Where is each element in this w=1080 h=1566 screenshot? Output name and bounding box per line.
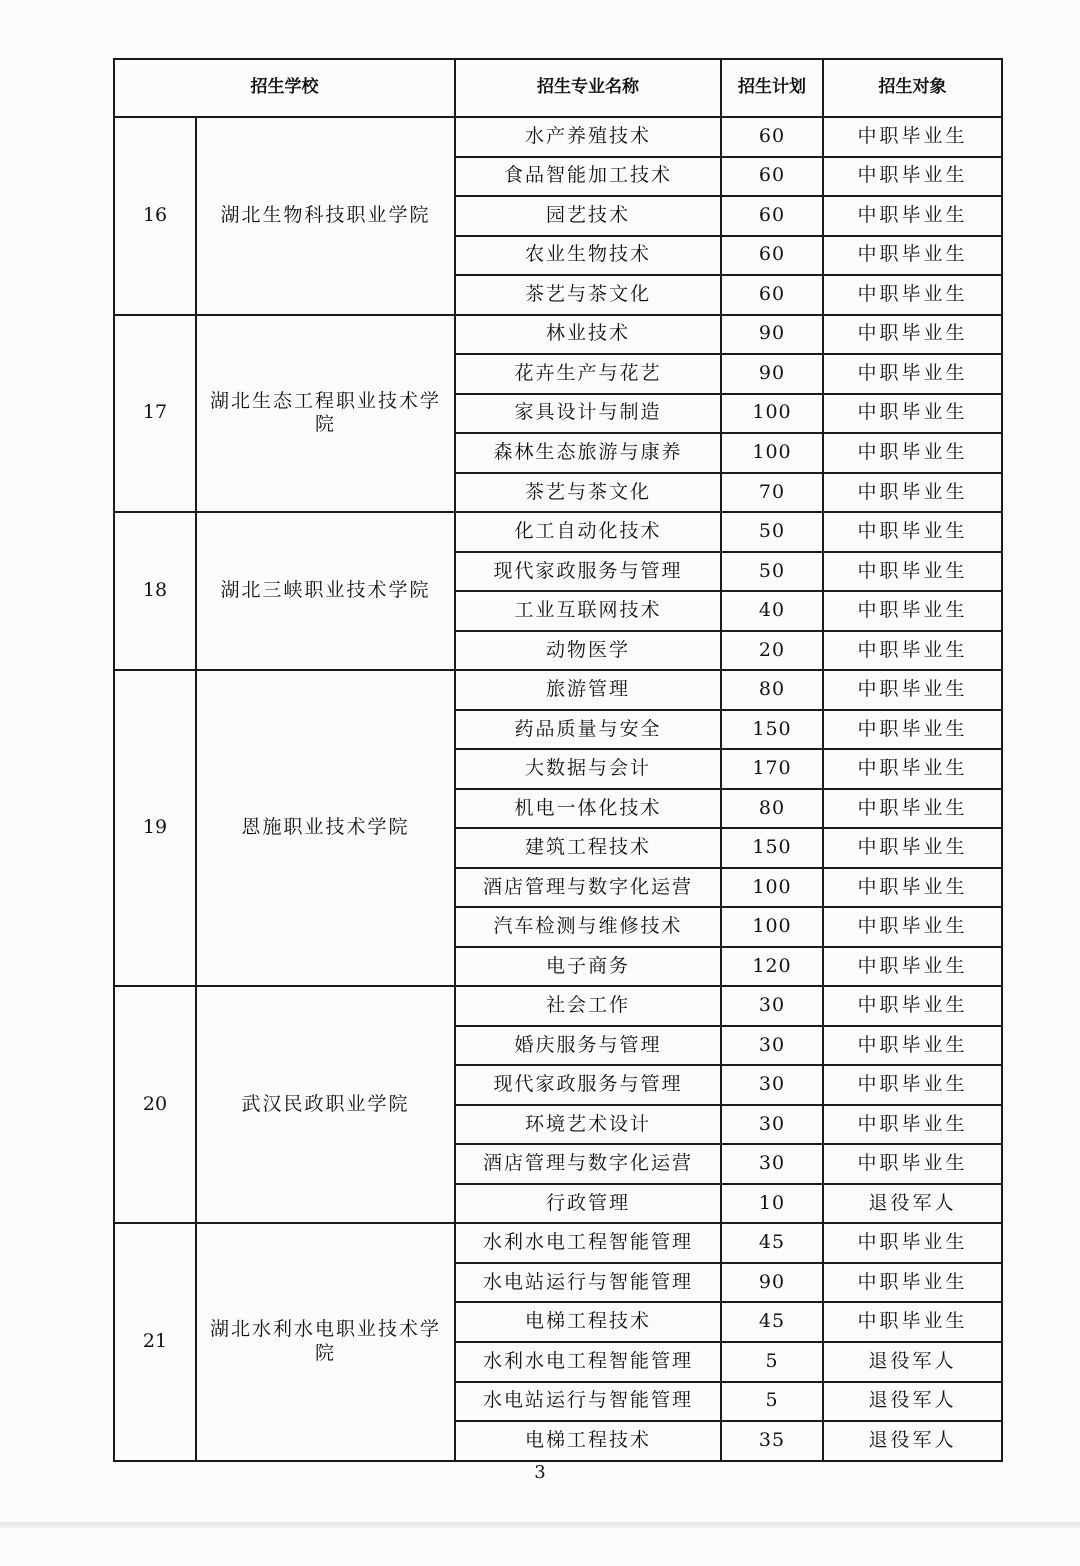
major-name: 电梯工程技术 [455,1421,721,1461]
enroll-target: 中职毕业生 [823,631,1002,671]
school-name: 湖北生物科技职业学院 [196,117,455,315]
enroll-plan: 60 [721,117,823,157]
enroll-plan: 45 [721,1302,823,1342]
enroll-plan: 170 [721,749,823,789]
enroll-target: 中职毕业生 [823,394,1002,434]
major-name: 水产养殖技术 [455,117,721,157]
major-name: 水利水电工程智能管理 [455,1342,721,1382]
major-name: 动物医学 [455,631,721,671]
enroll-target: 中职毕业生 [823,868,1002,908]
table-header-row [114,59,1002,117]
enroll-target: 中职毕业生 [823,907,1002,947]
header-school: 招生学校 [114,59,455,117]
enroll-target: 中职毕业生 [823,236,1002,276]
enroll-plan: 20 [721,631,823,671]
enroll-target: 退役军人 [823,1382,1002,1422]
enroll-target: 中职毕业生 [823,552,1002,592]
enroll-target: 中职毕业生 [823,1065,1002,1105]
school-number: 18 [114,512,196,670]
school-name: 武汉民政职业学院 [196,986,455,1223]
major-name: 水利水电工程智能管理 [455,1223,721,1263]
table-row [114,670,1002,710]
enroll-target: 中职毕业生 [823,473,1002,513]
enroll-target: 中职毕业生 [823,433,1002,473]
enroll-plan: 90 [721,315,823,355]
enroll-plan: 30 [721,1144,823,1184]
major-name: 环境艺术设计 [455,1105,721,1145]
school-name: 恩施职业技术学院 [196,670,455,986]
major-name: 茶艺与茶文化 [455,275,721,315]
enroll-target: 中职毕业生 [823,710,1002,750]
major-name: 旅游管理 [455,670,721,710]
major-name: 工业互联网技术 [455,591,721,631]
major-name: 林业技术 [455,315,721,355]
enroll-target: 中职毕业生 [823,117,1002,157]
enroll-plan: 100 [721,868,823,908]
enrollment-table [113,58,1003,1462]
enroll-plan: 35 [721,1421,823,1461]
enroll-plan: 150 [721,828,823,868]
enroll-target: 中职毕业生 [823,749,1002,789]
enroll-target: 中职毕业生 [823,1263,1002,1303]
enroll-target: 中职毕业生 [823,591,1002,631]
header-target: 招生对象 [823,59,1002,117]
enroll-plan: 50 [721,552,823,592]
enroll-plan: 5 [721,1382,823,1422]
enroll-target: 中职毕业生 [823,196,1002,236]
enroll-plan: 90 [721,1263,823,1303]
major-name: 电子商务 [455,947,721,987]
header-plan: 招生计划 [721,59,823,117]
enroll-target: 中职毕业生 [823,789,1002,829]
enroll-plan: 30 [721,1065,823,1105]
enroll-target: 中职毕业生 [823,947,1002,987]
major-name: 婚庆服务与管理 [455,1026,721,1066]
major-name: 家具设计与制造 [455,394,721,434]
table-body [114,117,1002,1461]
enroll-plan: 60 [721,236,823,276]
major-name: 酒店管理与数字化运营 [455,868,721,908]
page-bottom-edge [0,1522,1080,1528]
major-name: 化工自动化技术 [455,512,721,552]
enroll-plan: 30 [721,1026,823,1066]
major-name: 汽车检测与维修技术 [455,907,721,947]
major-name: 农业生物技术 [455,236,721,276]
enroll-plan: 5 [721,1342,823,1382]
enroll-plan: 150 [721,710,823,750]
enroll-target: 退役军人 [823,1184,1002,1224]
table-row [114,117,1002,157]
major-name: 水电站运行与智能管理 [455,1382,721,1422]
major-name: 食品智能加工技术 [455,157,721,197]
header-major: 招生专业名称 [455,59,721,117]
enroll-plan: 10 [721,1184,823,1224]
enroll-target: 中职毕业生 [823,986,1002,1026]
major-name: 水电站运行与智能管理 [455,1263,721,1303]
major-name: 机电一体化技术 [455,789,721,829]
enroll-target: 中职毕业生 [823,315,1002,355]
school-name: 湖北水利水电职业技术学院 [196,1223,455,1460]
enroll-target: 中职毕业生 [823,828,1002,868]
enroll-plan: 40 [721,591,823,631]
enroll-target: 中职毕业生 [823,157,1002,197]
table-row [114,512,1002,552]
school-number: 21 [114,1223,196,1460]
enroll-target: 中职毕业生 [823,1026,1002,1066]
enroll-plan: 60 [721,196,823,236]
enroll-plan: 100 [721,907,823,947]
enroll-target: 中职毕业生 [823,512,1002,552]
enroll-plan: 30 [721,986,823,1026]
enroll-target: 退役军人 [823,1342,1002,1382]
major-name: 花卉生产与花艺 [455,354,721,394]
enroll-plan: 80 [721,670,823,710]
enroll-target: 退役军人 [823,1421,1002,1461]
major-name: 茶艺与茶文化 [455,473,721,513]
school-number: 19 [114,670,196,986]
major-name: 大数据与会计 [455,749,721,789]
table-row [114,1223,1002,1263]
enroll-target: 中职毕业生 [823,1223,1002,1263]
major-name: 药品质量与安全 [455,710,721,750]
enroll-target: 中职毕业生 [823,670,1002,710]
table-row [114,315,1002,355]
enroll-plan: 30 [721,1105,823,1145]
major-name: 行政管理 [455,1184,721,1224]
table-row [114,986,1002,1026]
enroll-plan: 100 [721,394,823,434]
enroll-plan: 45 [721,1223,823,1263]
enroll-target: 中职毕业生 [823,1105,1002,1145]
school-number: 16 [114,117,196,315]
major-name: 建筑工程技术 [455,828,721,868]
school-name: 湖北三峡职业技术学院 [196,512,455,670]
enroll-plan: 70 [721,473,823,513]
enroll-plan: 80 [721,789,823,829]
enroll-target: 中职毕业生 [823,354,1002,394]
major-name: 酒店管理与数字化运营 [455,1144,721,1184]
enroll-target: 中职毕业生 [823,275,1002,315]
school-name: 湖北生态工程职业技术学院 [196,315,455,513]
enroll-target: 中职毕业生 [823,1302,1002,1342]
school-number: 20 [114,986,196,1223]
enroll-plan: 100 [721,433,823,473]
school-number: 17 [114,315,196,513]
major-name: 现代家政服务与管理 [455,1065,721,1105]
enroll-plan: 90 [721,354,823,394]
enroll-plan: 60 [721,275,823,315]
major-name: 现代家政服务与管理 [455,552,721,592]
major-name: 森林生态旅游与康养 [455,433,721,473]
enroll-plan: 120 [721,947,823,987]
page-number: 3 [534,1462,546,1483]
enroll-plan: 60 [721,157,823,197]
major-name: 园艺技术 [455,196,721,236]
enroll-target: 中职毕业生 [823,1144,1002,1184]
major-name: 社会工作 [455,986,721,1026]
major-name: 电梯工程技术 [455,1302,721,1342]
enroll-plan: 50 [721,512,823,552]
